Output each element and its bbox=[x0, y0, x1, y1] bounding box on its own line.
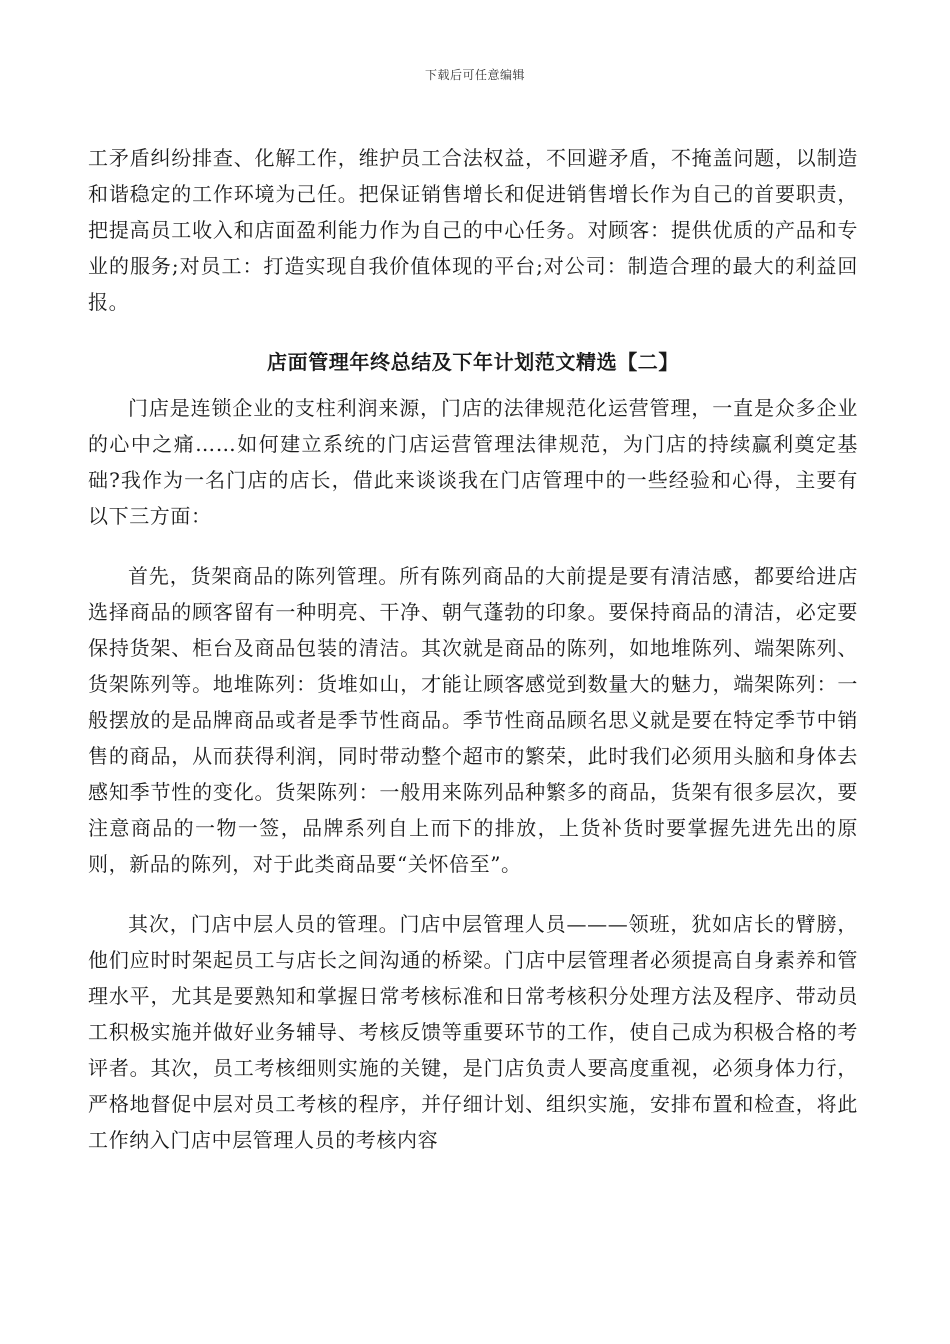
spacer bbox=[88, 534, 858, 558]
spacer bbox=[88, 320, 858, 344]
body-paragraph-1: 门店是连锁企业的支柱利润来源，门店的法律规范化运营管理，一直是众多企业的心中之痛……如何建立系统的门店运营管理法律规范，为门店的持续赢利奠定基础?我作为一名门店的店长，借此来谈谈我在门店管理中的一些经验和心得，主要有以下三方面： bbox=[88, 396, 858, 528]
body-paragraph-2: 首先，货架商品的陈列管理。所有陈列商品的大前提是要有清洁感，都要给进店选择商品的顾客留有一种明亮、干净、朝气蓬勃的印象。要保持商品的清洁，必定要保持货架、柜台及商品包装的清洁。其次就是商品的陈列，如地堆陈列、端架陈列、货架陈列等。地堆陈列：货堆如山，才能让顾客感觉到数量大的魅力，端架陈列：一般摆放的是品牌商品或者是季节性商品。季节性商品顾名思义就是要在特定季节中销售的商品，从而获得利润，同时带动整个超市的繁荣，此时我们必须用头脑和身体去感知季节性的变化。货架陈列：一般用来陈列品种繁多的商品，货架有很多层次，要注意商品的一物一签，品牌系列自上而下的排放，上货补货时要掌握先进先出的原则，新品的陈列，对于此类商品要“关怀倍至”。 bbox=[88, 564, 858, 876]
body-paragraph-3: 其次，门店中层人员的管理。门店中层管理人员———领班，犹如店长的臂膀，他们应时时架起员工与店长之间沟通的桥梁。门店中层管理者必须提高自身素养和管理水平，尤其是要熟知和掌握日常考核标准和日常考核积分处理方法及程序、带动员工积极实施并做好业务辅导、考核反馈等重要环节的工作，使自己成为积极合格的考评者。其次，员工考核细则实施的关键，是门店负责人要高度重视，必须身体力行，严格地督促中层对员工考核的程序，并仔细计划、组织实施，安排布置和检查，将此工作纳入门店中层管理人员的考核内容 bbox=[88, 912, 858, 1152]
section-title: 店面管理年终总结及下年计划范文精选【二】 bbox=[267, 350, 679, 374]
spacer bbox=[88, 380, 858, 390]
document-body bbox=[88, 140, 858, 1158]
continuation-paragraph: 工矛盾纠纷排查、化解工作，维护员工合法权益，不回避矛盾，不掩盖问题，以制造和谐稳定的工作环境为己任。把保证销售增长和促进销售增长作为自己的首要职责，把提高员工收入和店面盈利能力作为自己的中心任务。对顾客：提供优质的产品和专业的服务;对员工：打造实现自我价值体现的平台;对公司：制造合理的最大的利益回报。 bbox=[88, 146, 858, 314]
spacer bbox=[88, 882, 858, 906]
header-note: 下载后可任意编辑 bbox=[424, 68, 525, 82]
